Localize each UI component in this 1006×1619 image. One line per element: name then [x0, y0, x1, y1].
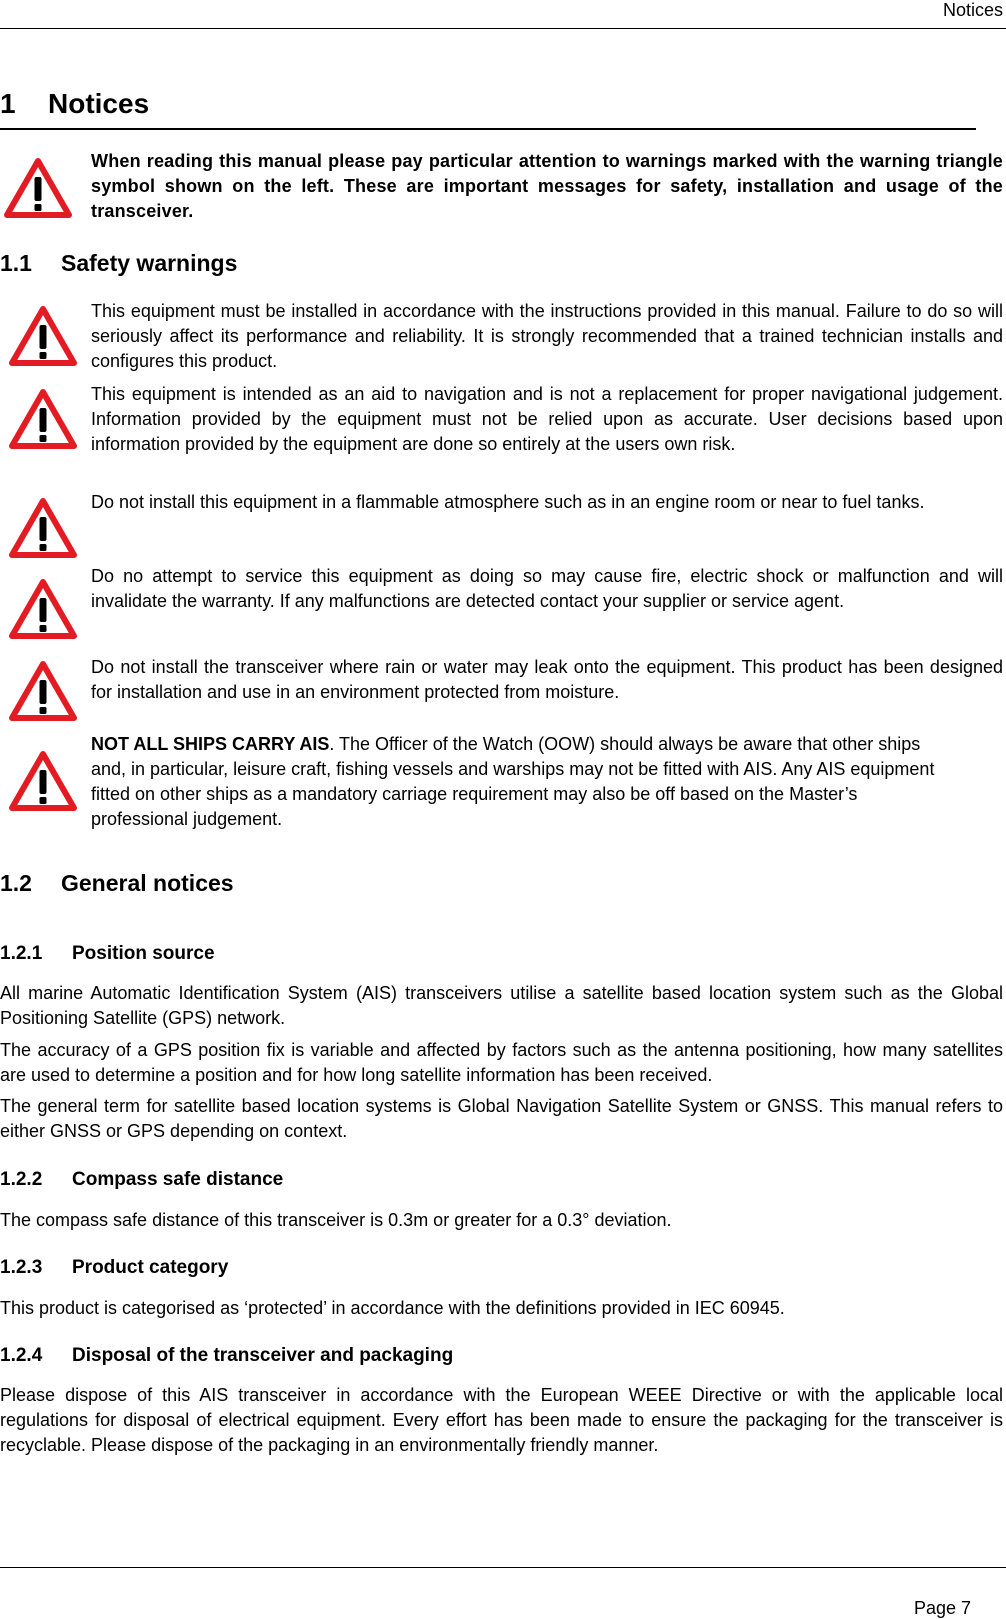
ais-warning-bold: NOT ALL SHIPS CARRY AIS: [91, 734, 330, 754]
intro-warning-text: When reading this manual please pay particular attention to warnings marked with the warning triangle symbol shown on the left. These are important messages for safety, installation and usage of the transceiver.: [91, 151, 1003, 221]
warning-triangle-icon: [9, 750, 77, 812]
category-paragraph: This product is categorised as ‘protected’ in accordance with the definitions provided in IEC 60945.: [0, 1298, 785, 1318]
position-paragraph-3: The general term for satellite based location systems is Global Navigation Satellite System or GNSS. This manual refers to either GNSS or GPS depending on context.: [0, 1096, 1003, 1141]
subsection-title: Product category: [72, 1257, 229, 1278]
warning-triangle-icon: [9, 660, 77, 722]
section-number: 1.1: [0, 250, 32, 276]
safety-warning-4: Do no attempt to service this equipment as doing so may cause fire, electric shock or malfunction and will invalidate the warranty. If any malfunctions are detected contact your supplier or service agent.: [91, 566, 1003, 611]
disposal-paragraph: Please dispose of this AIS transceiver in accordance with the European WEEE Directive or with the applicable local regulations for disposal of electrical equipment. Every effort has been made to ensure the packaging for the transceiver is recyclable. Please dispose of the packaging in an environmentally friendly manner.: [0, 1385, 1003, 1455]
compass-paragraph: The compass safe distance of this transceiver is 0.3m or greater for a 0.3° deviation.: [0, 1210, 672, 1230]
warning-triangle-icon: [9, 578, 77, 640]
safety-warning-ais: [91, 732, 959, 832]
chapter-title: Notices: [48, 88, 150, 119]
section-title: Safety warnings: [61, 250, 238, 276]
chapter-number: 1: [0, 88, 16, 119]
safety-warning-3: Do not install this equipment in a flammable atmosphere such as in an engine room or near to fuel tanks.: [91, 492, 925, 512]
warning-triangle-icon: [9, 497, 77, 559]
running-header-title: Notices: [942, 0, 1003, 20]
section-title: General notices: [61, 870, 234, 896]
subsection-title: Compass safe distance: [72, 1169, 284, 1190]
warning-triangle-icon: [9, 388, 77, 450]
subsection-number: 1.2.2: [0, 1169, 43, 1190]
position-paragraph-2: The accuracy of a GPS position fix is variable and affected by factors such as the antenna positioning, how many satellites are used to determine a position and for how long satellite information has been received.: [0, 1040, 1003, 1085]
section-number: 1.2: [0, 870, 32, 896]
safety-warning-5: Do not install the transceiver where rain or water may leak onto the equipment. This product has been designed for installation and use in an environment protected from moisture.: [91, 657, 1003, 702]
ais-warning-rest: . The Officer of the Watch (OOW) should always be aware that other ships and, in particular, leisure craft, fishing vessels and warships may not be fitted with AIS. Any AIS equipment fitted on other ships as a mandatory carriage requirement may also be off based on the Master’s professional judgement.: [91, 734, 935, 829]
position-paragraph-1: All marine Automatic Identification System (AIS) transceivers utilise a satellite based location system such as the Global Positioning Satellite (GPS) network.: [0, 983, 1003, 1028]
subsection-number: 1.2.1: [0, 943, 43, 964]
warning-triangle-icon: [4, 157, 72, 219]
subsection-title: Disposal of the transceiver and packaging: [72, 1345, 454, 1366]
subsection-number: 1.2.3: [0, 1257, 43, 1278]
page-number: Page 7: [913, 1598, 971, 1618]
subsection-title: Position source: [72, 943, 215, 964]
safety-warning-2: This equipment is intended as an aid to navigation and is not a replacement for proper navigational judgement. Information provided by the equipment must not be relied upon as accurate. User decisions based upon information provided by the equipment are done so entirely at the users own risk.: [91, 384, 1003, 454]
chapter-heading: [0, 86, 976, 130]
safety-warning-1: This equipment must be installed in accordance with the instructions provided in this manual. Failure to do so will seriously affect its performance and reliability. It is strongly recommended that a trained technician installs and configures this product.: [91, 301, 1003, 371]
page-footer: [0, 1567, 1006, 1618]
warning-triangle-icon: [9, 305, 77, 367]
subsection-number: 1.2.4: [0, 1345, 43, 1366]
running-header: [0, 0, 1006, 29]
